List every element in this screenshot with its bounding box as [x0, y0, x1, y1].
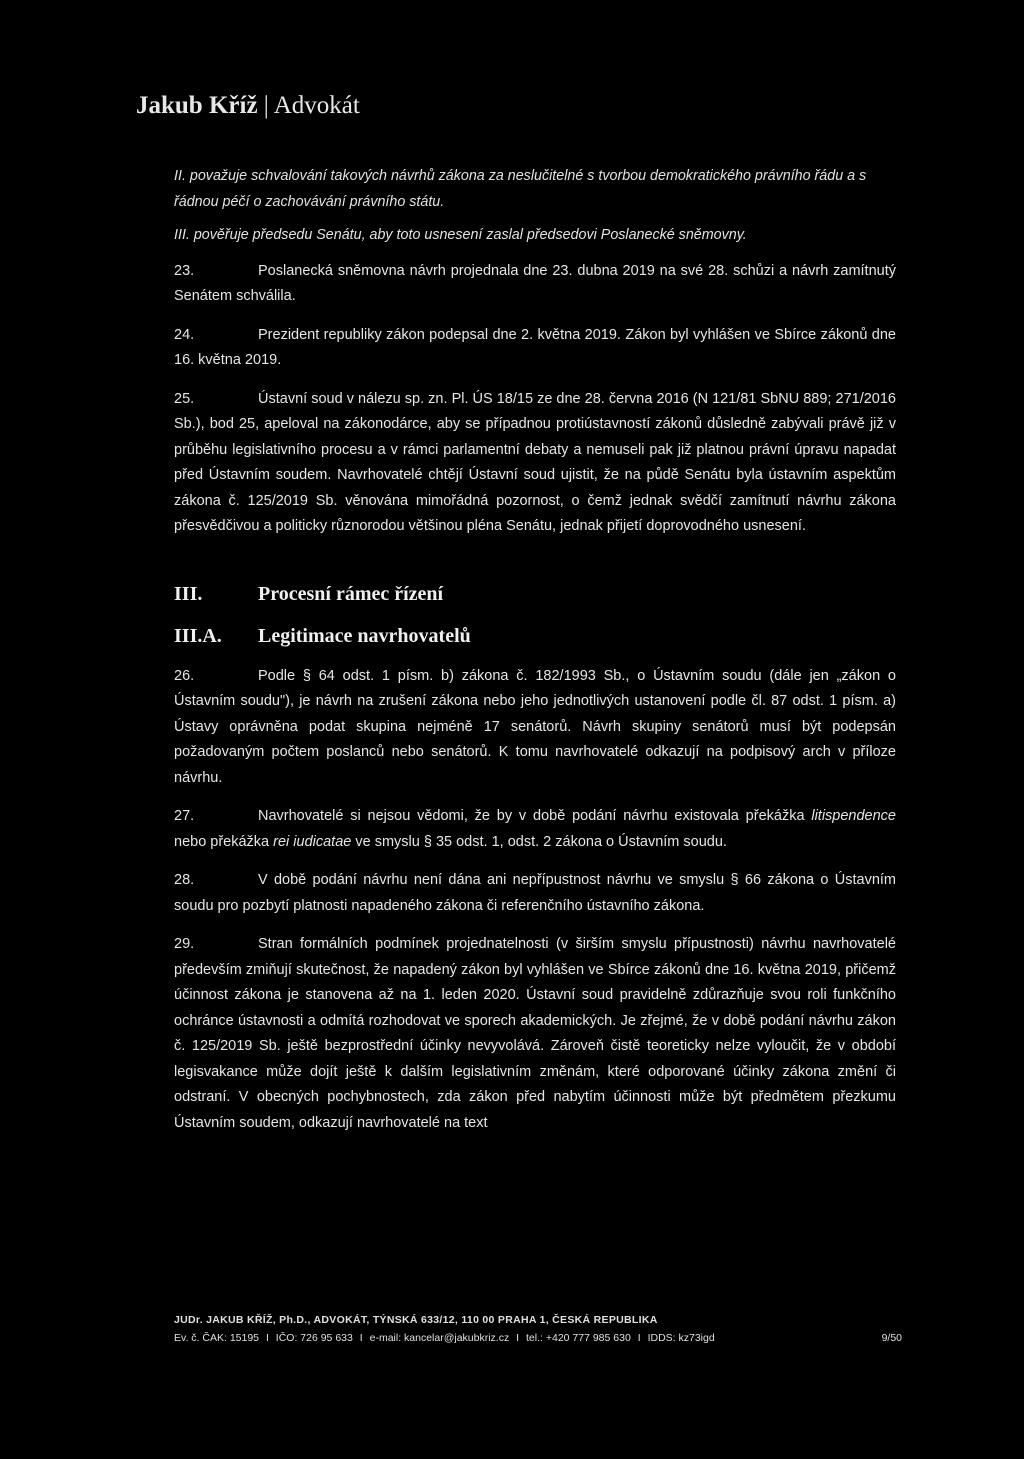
paragraph-29	[174, 932, 896, 1136]
footer-email[interactable]: e-mail: kancelar@jakubkriz.cz	[369, 1332, 510, 1344]
footer-contacts	[174, 1332, 902, 1344]
letterhead-name: Jakub Kříž	[136, 92, 258, 119]
paragraph-number: 27.	[174, 808, 195, 824]
paragraph-23	[174, 259, 896, 310]
footer-phone: tel.: +420 777 985 630	[526, 1332, 631, 1344]
paragraph-26	[174, 664, 896, 792]
paragraph-text: V době podání návrhu není dána ani nepřípustnost návrhu ve smyslu § 66 zákona o Ústavním soudu pro pozbytí platnosti napadeného zákona či referenčního ústavního zákona.	[174, 872, 896, 914]
footer-data-box: IDDS: kz73igd	[647, 1332, 715, 1344]
resolution-point-2: II. považuje schvalování takových návrhů zákona za neslučitelné s tvorbou demokratického právního řádu a s řádnou péčí o zachovávání právního státu.	[174, 168, 867, 210]
subsection-number: III.A.	[174, 624, 222, 647]
paragraph-text: Podle § 64 odst. 1 písm. b) zákona č. 182/1993 Sb., o Ústavním soudu (dále jen „zákon o Ústavním soudu"), je návrh na zrušení zákona nebo jeho jednotlivých ustanovení podle čl. 87 odst. 1 písm. a) Ústavy oprávněna podat skupina nejméně 17 senátorů. Návrh skupiny senátorů musí být podepsán požadovaným počtem poslanců nebo senátorů. K tomu navrhovatelé odkazují na podpisový arch v příloze návrhu.	[174, 667, 896, 786]
italic-term-rei-iudicatae: rei iudicatae	[273, 833, 352, 850]
page-footer	[174, 1314, 902, 1344]
paragraph-text-end: ve smyslu § 35 odst. 1, odst. 2 zákona o Ústavním soudu.	[351, 833, 727, 850]
document-body	[174, 164, 896, 1149]
footer-separator: I	[516, 1332, 520, 1344]
paragraph-text-start: Navrhovatelé si nejsou vědomi, že by v době podání návrhu existovala překážka	[258, 808, 812, 824]
quoted-resolution	[174, 164, 896, 249]
paragraph-number: 28.	[174, 872, 195, 888]
paragraph-number: 25.	[174, 390, 195, 407]
paragraph-text: Poslanecká sněmovna návrh projednala dne 23. dubna 2019 na své 28. schůzi a návrh zamítnutý Senátem schválila.	[174, 262, 896, 304]
section-title: Procesní rámec řízení	[258, 582, 444, 605]
paragraph-25	[174, 387, 896, 540]
footer-separator: I	[265, 1332, 269, 1344]
italic-term-litispendence: litispendence	[811, 808, 896, 824]
letterhead-separator: |	[257, 92, 274, 119]
footer-address: JUDr. JAKUB KŘÍŽ, Ph.D., ADVOKÁT, TÝNSKÁ 633/12, 110 00 PRAHA 1, ČESKÁ REPUBLIKA	[174, 1314, 658, 1326]
paragraph-27	[174, 804, 896, 855]
footer-ico: IČO: 726 95 633	[275, 1332, 353, 1344]
resolution-point-3: III. pověřuje předsedu Senátu, aby toto usnesení zaslal předsedovi Poslanecké sněmovny.	[174, 227, 747, 243]
footer-separator: I	[359, 1332, 363, 1344]
paragraph-text-middle: nebo překážka	[174, 833, 274, 850]
paragraph-24	[174, 323, 896, 374]
section-heading	[174, 582, 896, 612]
section-number: III.	[174, 582, 203, 605]
page-number: 9/50	[881, 1332, 902, 1344]
paragraph-number: 23.	[174, 262, 195, 279]
letterhead	[136, 92, 360, 120]
paragraph-number: 29.	[174, 936, 195, 952]
subsection-heading	[174, 624, 896, 654]
paragraph-number: 24.	[174, 326, 195, 343]
subsection-title: Legitimace navrhovatelů	[258, 624, 471, 647]
letterhead-role: Advokát	[273, 92, 360, 119]
footer-registration: Ev. č. ČAK: 15195	[174, 1332, 260, 1344]
paragraph-28	[174, 868, 896, 919]
paragraph-text: Prezident republiky zákon podepsal dne 2. května 2019. Zákon byl vyhlášen ve Sbírce zákonů dne 16. května 2019.	[174, 326, 896, 368]
paragraph-number: 26.	[174, 667, 195, 684]
footer-separator: I	[637, 1332, 641, 1344]
paragraph-text: Ústavní soud v nálezu sp. zn. Pl. ÚS 18/15 ze dne 28. června 2016 (N 121/81 SbNU 889; 271/2016 Sb.), bod 25, apeloval na zákonodárce, aby se případnou protiústavností zákonů důsledně zabývali právě již v průběhu legislativního procesu a v rámci parlamentní debaty a nemuseli pak již platnou právní úpravu napadat před Ústavním soudem. Navrhovatelé chtějí Ústavní soud ujistit, že na půdě Senátu byla ústavním aspektům zákona č. 125/2019 Sb. věnována mimořádná pozornost, o čemž jednak svědčí zamítnutí návrhu zákona přesvědčivou a politicky různorodou většinou pléna Senátu, jednak přijetí doprovodného usnesení.	[174, 390, 896, 534]
paragraph-text: Stran formálních podmínek projednatelnosti (v širším smyslu přípustnosti) návrhu navrhovatelé především zmiňují skutečnost, že napadený zákon byl vyhlášen ve Sbírce zákonů dne 16. května 2019, přičemž účinnost zákona je stanovena až na 1. leden 2020. Ústavní soud pravidelně zdůrazňuje svou roli funkčního ochránce ústavnosti a odmítá rozhodovat ve sporech akademických. Je zřejmé, že v době podání návrhu zákon č. 125/2019 Sb. ještě bezprostřední účinky nevyvolává. Zároveň čistě teoreticky nelze vyloučit, že v období legisvakance může dojít ještě k dalším legislativním změnám, které odporované účinky zákona změní či odstraní. V obecných pochybnostech, zda zákon před nabytím účinnosti může být předmětem přezkumu Ústavním soudem, odkazují navrhovatelé na text	[174, 936, 896, 1131]
